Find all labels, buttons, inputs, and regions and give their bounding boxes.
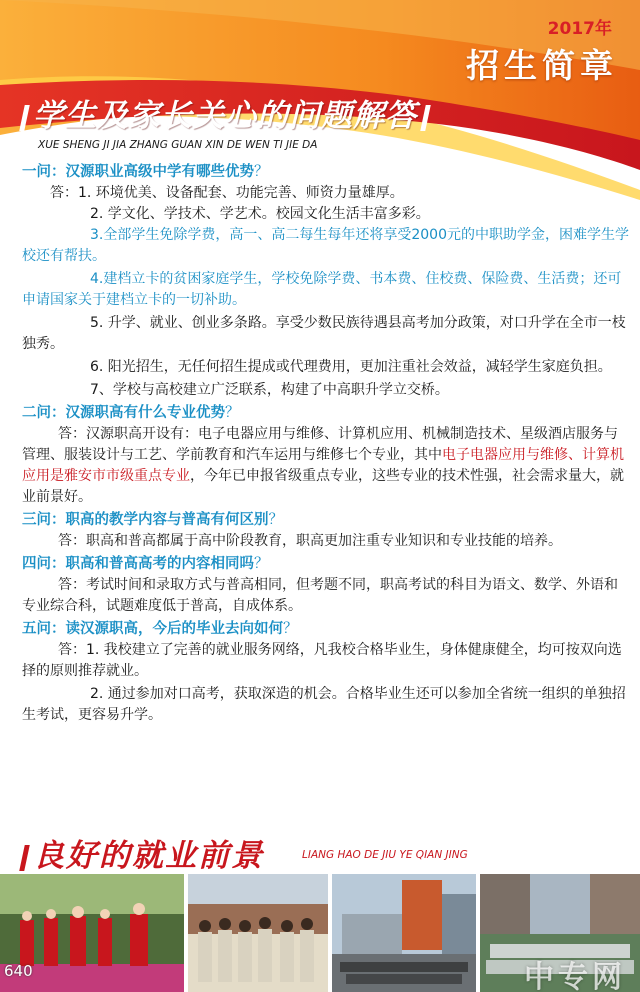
question-4-label: 四问：: [22, 556, 66, 572]
question-5-text: 读汉源职高，今后的毕业去向如何: [65, 621, 283, 637]
question-3: [22, 510, 630, 531]
question-1: [22, 162, 630, 183]
answer-3: 答：职高和普高都属于高中阶段教育，职高更加注重专业知识和专业技能的培养。: [58, 533, 562, 549]
section-pinyin-faq: XUE SHENG JI JIA ZHANG GUAN XIN DE WEN TI JIE DA: [38, 139, 318, 151]
answer-1-3: 3.全部学生免除学费，高一、高二每生每年还将享受2000元的中职助学金，困难学生学校还有帮扶。: [22, 227, 629, 264]
photo-school-building: [332, 874, 476, 992]
question-5-mark: ？: [283, 621, 298, 637]
page-number: 640: [4, 962, 33, 980]
answer-1-7: 7、学校与高校建立广泛联系，构建了中高职升学立交桥。: [90, 382, 449, 398]
question-4-mark: ？: [254, 556, 269, 572]
question-1-mark: ？: [254, 164, 269, 180]
question-5: [22, 619, 630, 640]
answer-1-1: 答：1. 环境优美、设备配套、功能完善、师资力量雄厚。: [50, 185, 404, 201]
title-bar-employment: [19, 845, 30, 871]
answer-1-6: 6. 阳光招生，无任何招生提成或代理费用，更加注重社会效益，减轻学生家庭负担。: [90, 359, 612, 375]
answer-2: [22, 424, 630, 508]
brochure-title: 招生简章: [466, 46, 618, 85]
question-3-label: 三问：: [22, 512, 66, 528]
answer-1-4: 4.建档立卡的贫困家庭学生，学校免除学费、书本费、住校费、保险费、生活费；还可申请国家关于建档立卡的一切补助。: [22, 271, 622, 308]
answer-5-1: 答：1. 我校建立了完善的就业服务网络，凡我校合格毕业生，身体健康健全，均可按双向选择的原则推荐就业。: [22, 642, 622, 679]
question-4: [22, 554, 630, 575]
question-1-label: 一问：: [22, 164, 66, 180]
answer-2-part-a: 答：汉源职高开设有：电子电器应用与维修、计算机应用、机械制造技术、星级酒店服务与管理、服装设计与工艺、学前教育和汽车运用与维修七个专业，其中: [22, 426, 618, 463]
question-2-mark: ？: [225, 405, 240, 421]
question-5-label: 五问：: [22, 621, 66, 637]
question-1-text: 汉源职业高级中学有哪些优势: [65, 164, 254, 180]
photo-students-group: [188, 874, 328, 992]
section-title-employment-text: 良好的就业前景: [33, 838, 264, 874]
question-2: [22, 403, 630, 424]
answer-2-part-b: ，今年已申报省级重点专业，这些专业的技术性强，社会需求量大，就业前景好。: [22, 468, 624, 505]
answer-1-2: 2. 学文化、学技术、学艺术。校园文化生活丰富多彩。: [90, 206, 430, 222]
site-watermark: 中专网: [524, 960, 626, 992]
answer-2-key-majors: 电子电器应用与维修、计算机应用是雅安市市级重点专业: [22, 447, 624, 484]
answer-4: 答：考试时间和录取方式与普高相同，但考题不同，职高考试的科目为语文、数学、外语和专业综合科，试题难度低于普高，自成体系。: [22, 577, 618, 614]
section-title-faq-text: 学生及家长关心的问题解答: [33, 98, 417, 134]
section-pinyin-employment: LIANG HAO DE JIU YE QIAN JING: [302, 849, 468, 861]
question-3-mark: ？: [268, 512, 283, 528]
answer-5-2: 2. 通过参加对口高考，获取深造的机会。合格毕业生还可以参加全省统一组织的单独招生考试，更容易升学。: [22, 686, 626, 723]
answer-1-5: 5. 升学、就业、创业多条路。享受少数民族待遇县高考加分政策，对口升学在全市一枝独秀。: [22, 315, 626, 352]
question-4-text: 职高和普高高考的内容相同吗: [65, 556, 254, 572]
question-2-text: 汉源职高有什么专业优势: [65, 405, 225, 421]
section-title-employment: [22, 830, 264, 875]
faq-content: [22, 160, 630, 726]
question-2-label: 二问：: [22, 405, 66, 421]
section-title-faq: [22, 90, 428, 135]
year-label: 2017年: [547, 19, 612, 39]
question-3-text: 职高的教学内容与普高有何区别: [65, 512, 269, 528]
